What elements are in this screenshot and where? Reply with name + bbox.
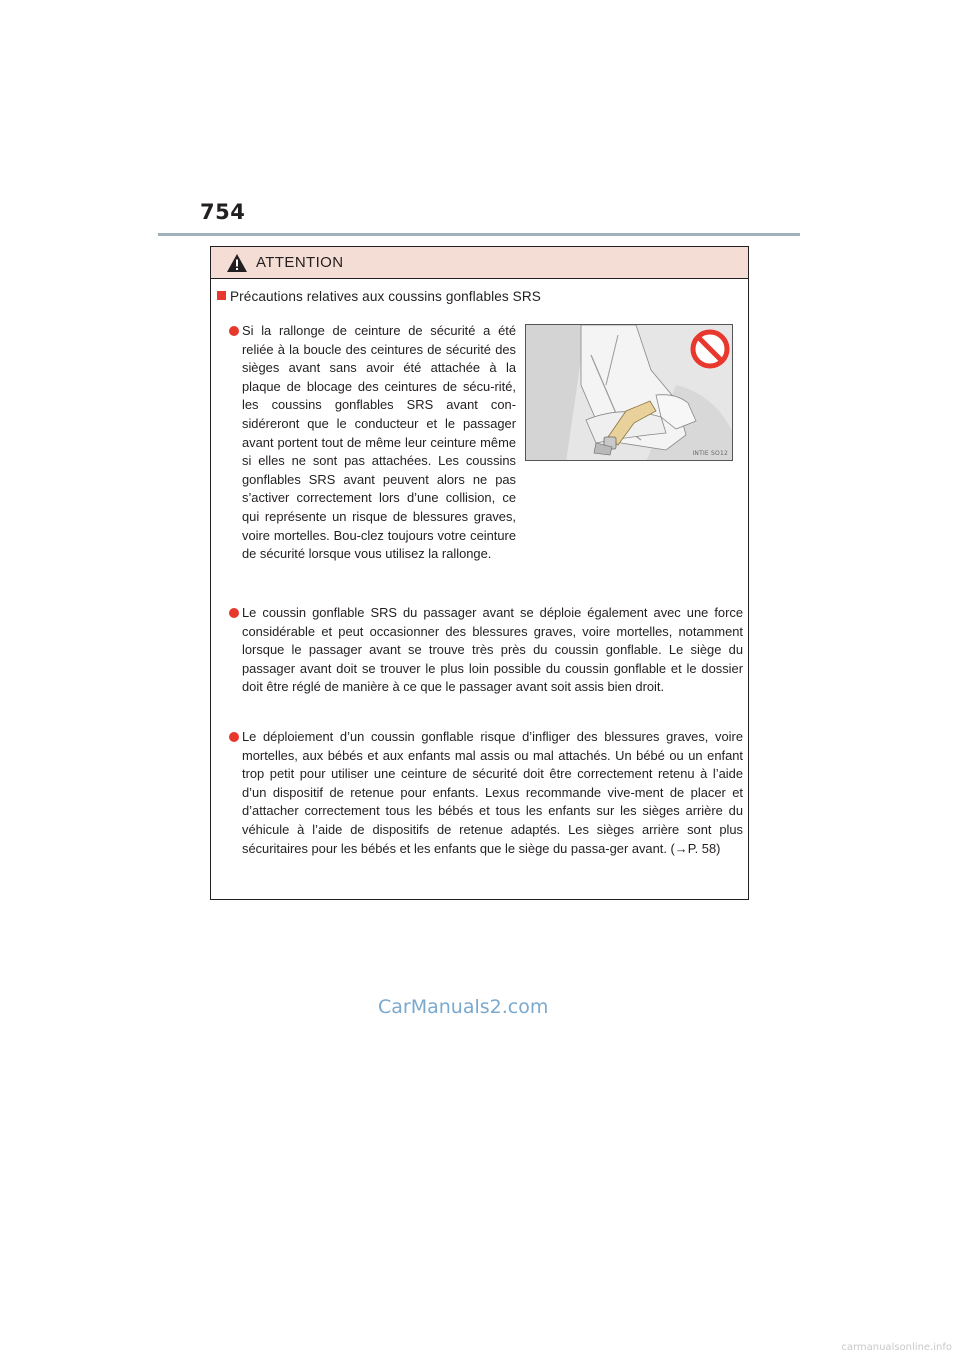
warning-item	[242, 728, 743, 858]
image-code: INTIE SO12	[692, 450, 728, 457]
warning-header	[211, 247, 748, 279]
square-bullet-icon	[217, 291, 226, 300]
bullet-dot-icon	[229, 732, 239, 742]
warning-item	[242, 322, 516, 564]
warning-title: ATTENTION	[256, 254, 344, 271]
header-rule	[158, 233, 800, 236]
warning-item-text: Le coussin gonflable SRS du passager avant se déploie également avec une force considérable et peut occasionner des blessures graves, voire mortelles, notamment lorsque le passager avant se trouve très près du coussin gonflable. Le siège du passager avant doit se trouver le plus loin possible du coussin gonflable et le dossier doit être réglé de manière à ce que le passager avant soit assis bien droit.	[242, 605, 743, 695]
footer-watermark: carmanualsonline.info	[841, 1342, 952, 1353]
warning-item-text: Le déploiement d’un coussin gonflable risque d’infliger des blessures graves, voire mortelles, aux bébés et aux enfants mal assis ou mal attachés. Un bébé ou un enfant trop petit pour utiliser une ceinture de sécurité doit être correctement retenu à l’aide d’un dispositif de retenue pour enfants. Lexus recommande vive-ment de placer et d’attacher correctement tous les bébés et tous les enfants sur les sièges arrière du véhicule à l’aide de dispositifs de retenue adaptés. Les sièges arrière sont plus sécuritaires pour les bébés et les enfants que le siège du passa-ger avant. (→P. 58)	[242, 729, 743, 856]
seatbelt-extender-illustration	[525, 324, 733, 461]
section-heading	[217, 289, 541, 304]
bullet-dot-icon	[229, 326, 239, 336]
warning-item-text: Si la rallonge de ceinture de sécurité a été reliée à la boucle des ceintures de sécurité des sièges avant sans avoir été attachée à la plaque de blocage des ceintures de sécu-rité, les coussins gonflables SRS avant con-sidéreront que le conducteur et le passager avant portent tout de même leur ceinture même si elles ne sont pas attachées. Les coussins gonflables SRS avant peuvent alors ne pas s’activer correctement lors d’une collision, ce qui représente un risque de blessures graves, voire mortelles. Bou-clez toujours votre ceinture de sécurité lorsque vous utilisez la rallonge.	[242, 323, 516, 562]
warning-triangle-icon	[226, 253, 248, 273]
warning-box	[210, 246, 749, 900]
page-number: 754	[200, 200, 246, 224]
section-heading-text: Précautions relatives aux coussins gonflables SRS	[230, 289, 541, 304]
watermark-link[interactable]: CarManuals2.com	[378, 996, 549, 1018]
bullet-dot-icon	[229, 608, 239, 618]
warning-item	[242, 604, 743, 697]
